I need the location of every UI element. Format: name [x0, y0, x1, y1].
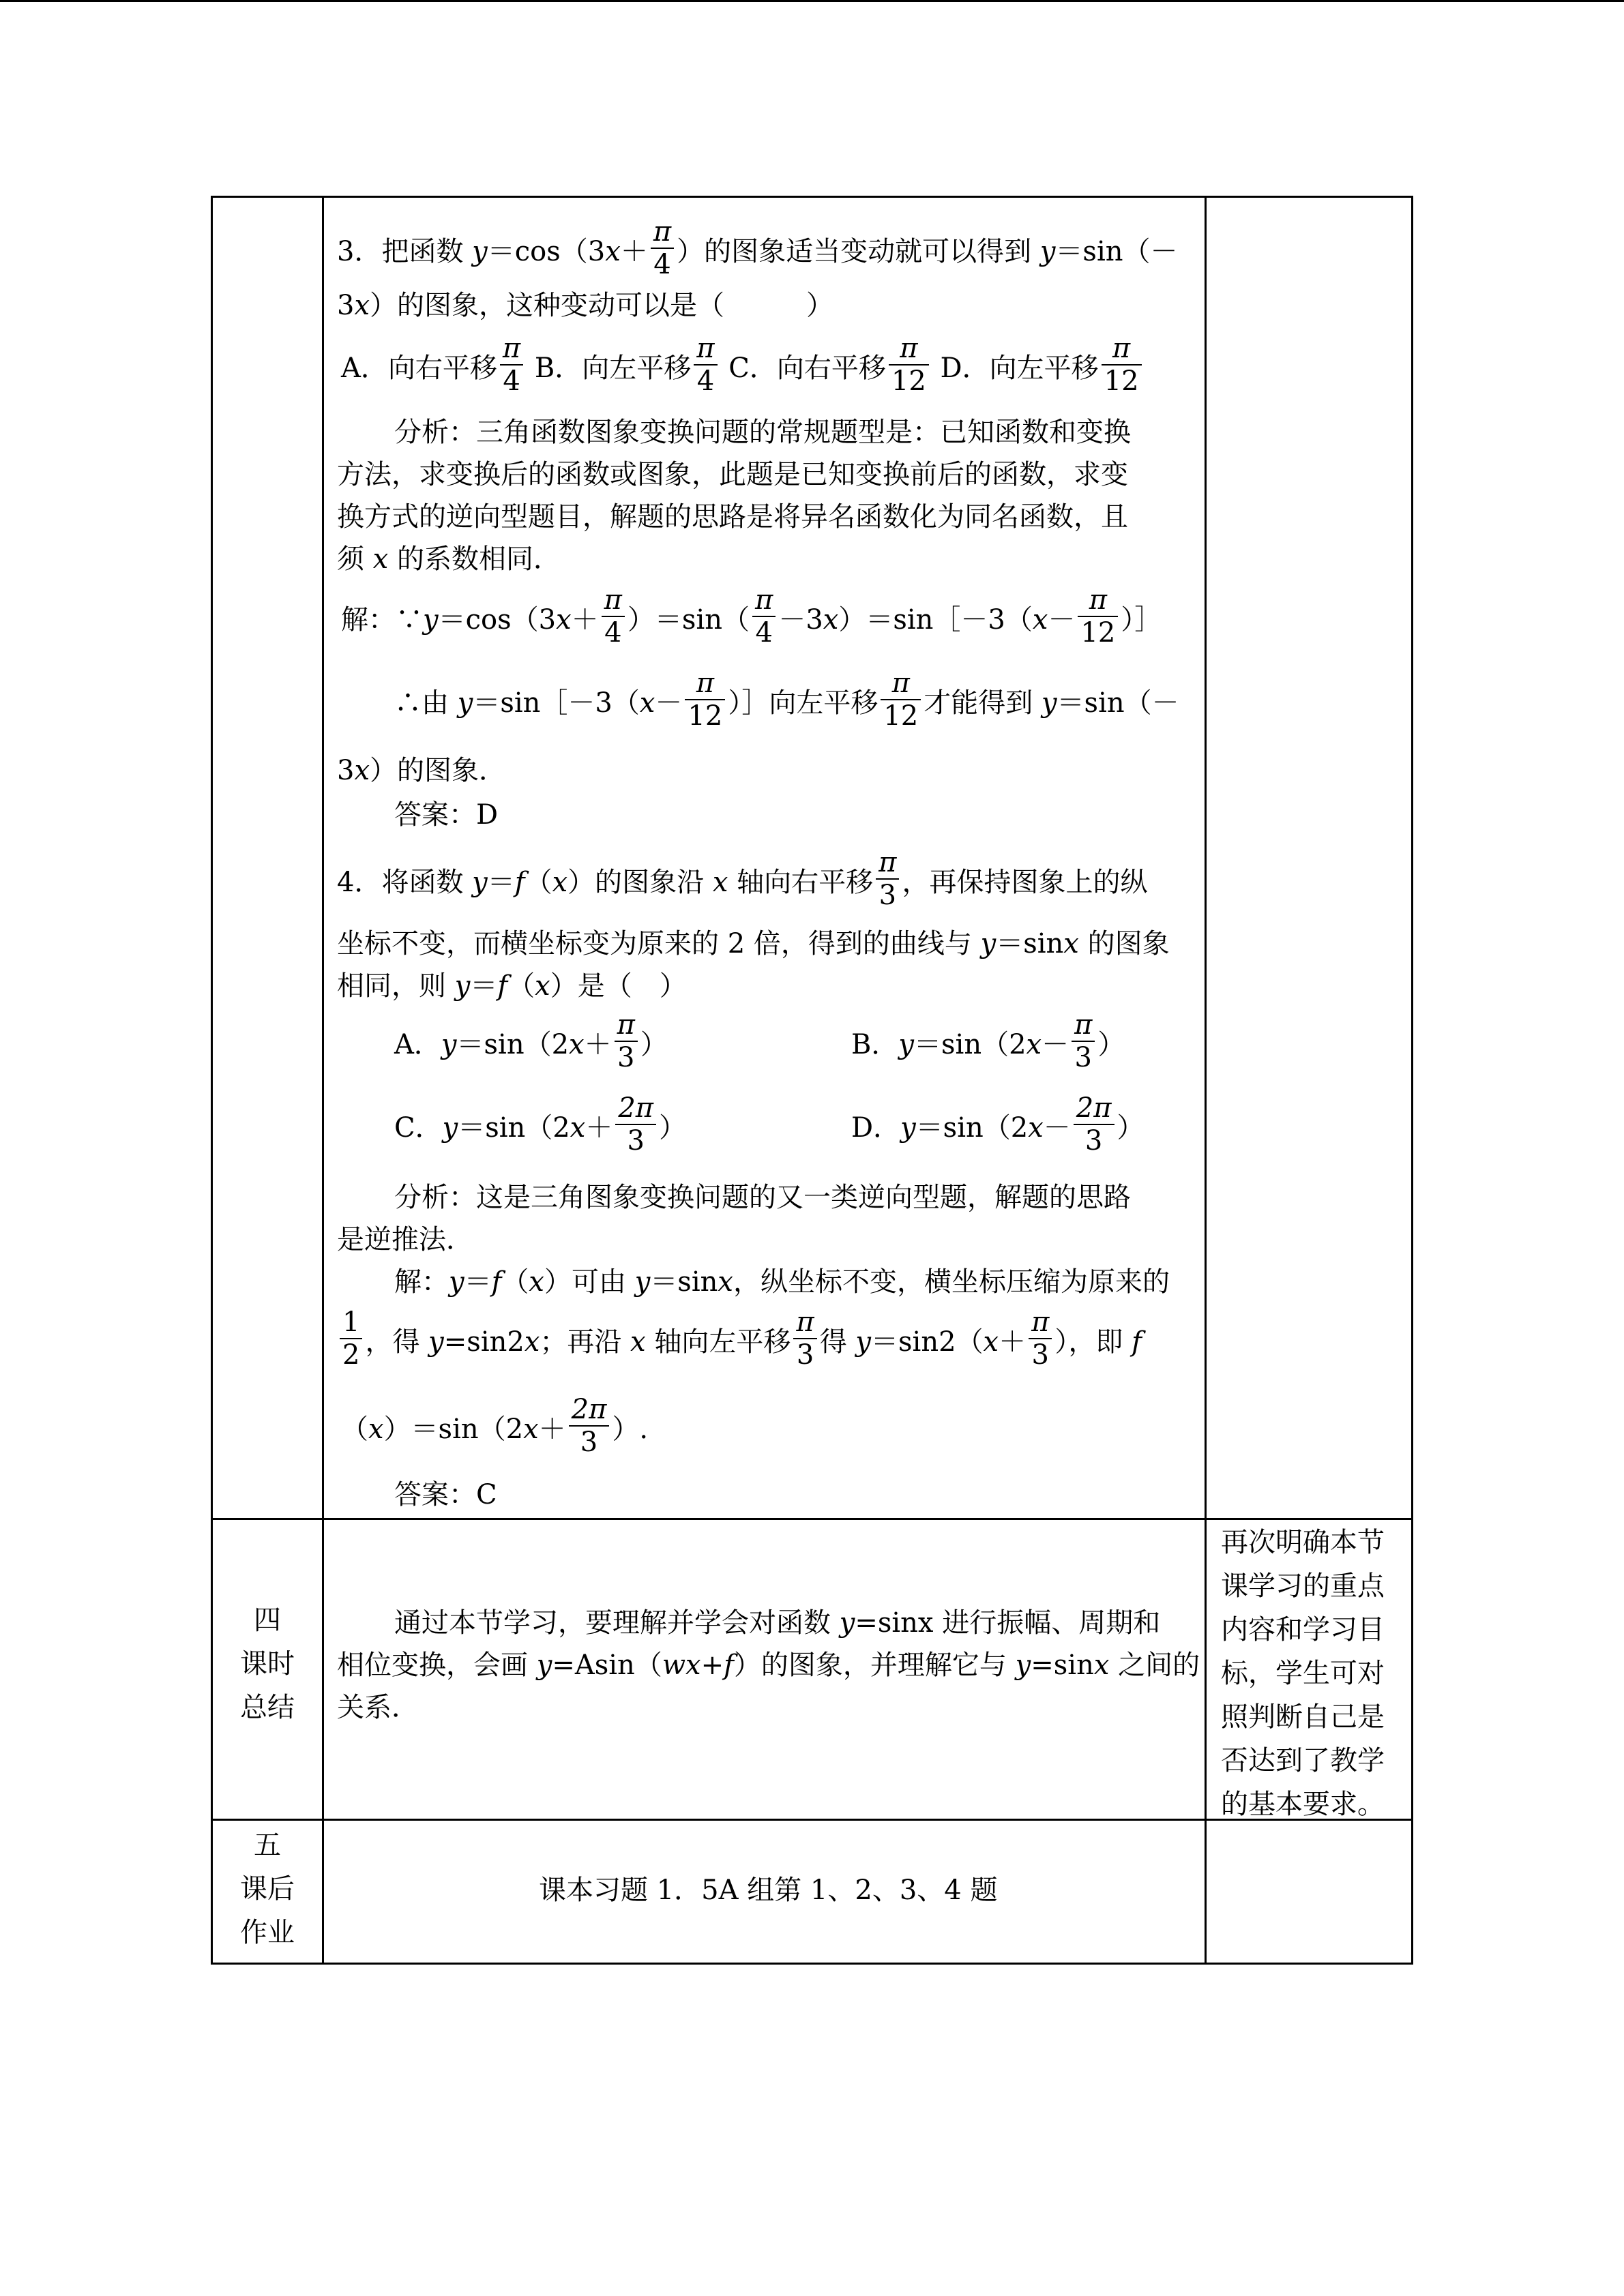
q3-answer: 答案：D	[394, 799, 499, 831]
q3-conclusion: ∴由 y＝sin［－3（x－ $\frac{\pi}{12}$ ）］向左平移 $\frac{\pi}{12}$ 才能得到 y＝sin（－	[394, 668, 1179, 732]
col-divider-1	[322, 198, 324, 1963]
fraction-pi-over-3: $\frac{\pi}{3}$	[793, 1307, 816, 1371]
fraction-pi-over-4: $\frac{\pi}{4}$	[602, 584, 625, 648]
fraction-pi-over-12: $\frac{\pi}{12}$	[889, 333, 929, 397]
fraction-pi-over-4: $\frac{\pi}{4}$	[752, 584, 776, 648]
fraction-pi-over-4: $\frac{\pi}{4}$	[500, 333, 523, 397]
fraction-pi-over-12: $\frac{\pi}{12}$	[1102, 333, 1142, 397]
homework-text: 课本习题 1．5A 组第 1、2、3、4 题	[539, 1875, 998, 1906]
homework-label: 五 课后 作业	[240, 1830, 295, 1948]
fraction-pi-over-4: $\frac{\pi}{4}$	[651, 216, 674, 280]
fraction-pi-over-12: $\frac{\pi}{12}$	[685, 668, 725, 732]
fraction-pi-over-3: $\frac{\pi}{3}$	[1072, 1009, 1095, 1073]
q4-answer: 答案：C	[394, 1479, 497, 1510]
q4-analysis-2: 是逆推法．	[337, 1224, 473, 1255]
fraction-1-over-2: $\frac{1}{2}$	[340, 1307, 362, 1371]
q4-option-c: C．y＝sin（2x＋ $\frac{2\pi}{3}$ ）	[394, 1092, 687, 1157]
q4-solution-1: 解：y＝f（x）可由 y＝sinx，纵坐标不变，横坐标压缩为原来的	[394, 1266, 1170, 1298]
q3-analysis-4: 须 x 的系数相同．	[337, 543, 561, 575]
q4-option-b: B．y＝sin（2x－ $\frac{\pi}{3}$ ）	[851, 1009, 1125, 1073]
q4-analysis-1: 分析：这是三角图象变换问题的又一类逆向型题，解题的思路	[394, 1182, 1131, 1213]
q3-conclusion-2: 3x）的图象．	[337, 755, 507, 786]
q4-line-3: 相同，则 y＝f（x）是（ ）	[337, 970, 687, 1002]
summary-text-2: 相位变换，会画 y=Asin（wx+f）的图象，并理解它与 y=sinx 之间的	[337, 1650, 1200, 1681]
q3-line-2: 3x）的图象，这种变动可以是（ ）	[337, 290, 834, 321]
fraction-2pi-over-3: $\frac{2\pi}{3}$	[569, 1394, 610, 1458]
q4-solution-2: $\frac{1}{2}$ ，得 y=sin2x；再沿 x 轴向左平移 $\frac{\pi}{3}$ 得 y＝sin2（x＋ $\frac{\pi}{3}$ ），即 f	[337, 1312, 1142, 1376]
q3-line-1: 3．把函数 y＝cos（3x＋ $\frac{\pi}{4}$ ）的图象适当变动就可以得到 y＝sin（－	[337, 216, 1178, 280]
q3-analysis-2: 方法，求变换后的函数或图象，此题是已知变换前后的函数，求变	[337, 459, 1128, 490]
q3-analysis-3: 换方式的逆向型题目，解题的思路是将异名函数化为同名函数，且	[337, 501, 1128, 533]
q4-option-a: A．y＝sin（2x＋ $\frac{\pi}{3}$ ）	[394, 1009, 668, 1073]
q3-options: A．向右平移 $\frac{\pi}{4}$ B．向左平移 $\frac{\pi}{4}$ C．向右平移 $\frac{\pi}{12}$ D．向左平移 $\frac{\pi}{12}$	[341, 338, 1145, 402]
q3-solution: 解：∵y＝cos（3x＋ $\frac{\pi}{4}$ ）＝sin（ $\frac{\pi}{4}$ －3x）＝sin［－3（x－ $\frac{\pi}{12}$ ）］	[341, 584, 1162, 648]
q4-line-2: 坐标不变，而横坐标变为原来的 2 倍，得到的曲线与 y＝sinx 的图象	[337, 928, 1170, 959]
fraction-pi-over-4: $\frac{\pi}{4}$	[694, 333, 717, 397]
top-rule	[0, 0, 1624, 2]
fraction-2pi-over-3: $\frac{2\pi}{3}$	[1074, 1092, 1114, 1157]
summary-note: 再次明确本节 课学习的重点 内容和学习目 标，学生可对 照判断自己是 否达到了教学 的基本要求。	[1221, 1527, 1385, 1820]
q3-analysis-1: 分析：三角函数图象变换问题的常规题型是：已知函数和变换	[394, 417, 1131, 448]
fraction-pi-over-3: $\frac{\pi}{3}$	[1029, 1307, 1052, 1371]
row-divider-1	[213, 1518, 1411, 1520]
fraction-pi-over-3: $\frac{\pi}{3}$	[615, 1009, 638, 1073]
q4-solution-3: （x）＝sin（2x＋ $\frac{2\pi}{3}$ ）.	[341, 1394, 649, 1458]
summary-text-3: 关系．	[337, 1692, 419, 1723]
fraction-pi-over-3: $\frac{\pi}{3}$	[876, 847, 899, 911]
fraction-2pi-over-3: $\frac{2\pi}{3}$	[615, 1092, 656, 1157]
summary-label: 四 课时 总结	[240, 1605, 295, 1723]
fraction-pi-over-12: $\frac{\pi}{12}$	[1078, 584, 1118, 648]
summary-text-1: 通过本节学习，要理解并学会对函数 y=sinx 进行振幅、周期和	[394, 1607, 1161, 1639]
col-divider-2	[1205, 198, 1207, 1963]
q4-line-1: 4．将函数 y＝f（x）的图象沿 x 轴向右平移 $\frac{\pi}{3}$ ，再保持图象上的纵	[337, 847, 1148, 911]
fraction-pi-over-12: $\frac{\pi}{12}$	[881, 668, 921, 732]
q4-option-d: D．y＝sin（2x－ $\frac{2\pi}{3}$ ）	[851, 1092, 1145, 1157]
